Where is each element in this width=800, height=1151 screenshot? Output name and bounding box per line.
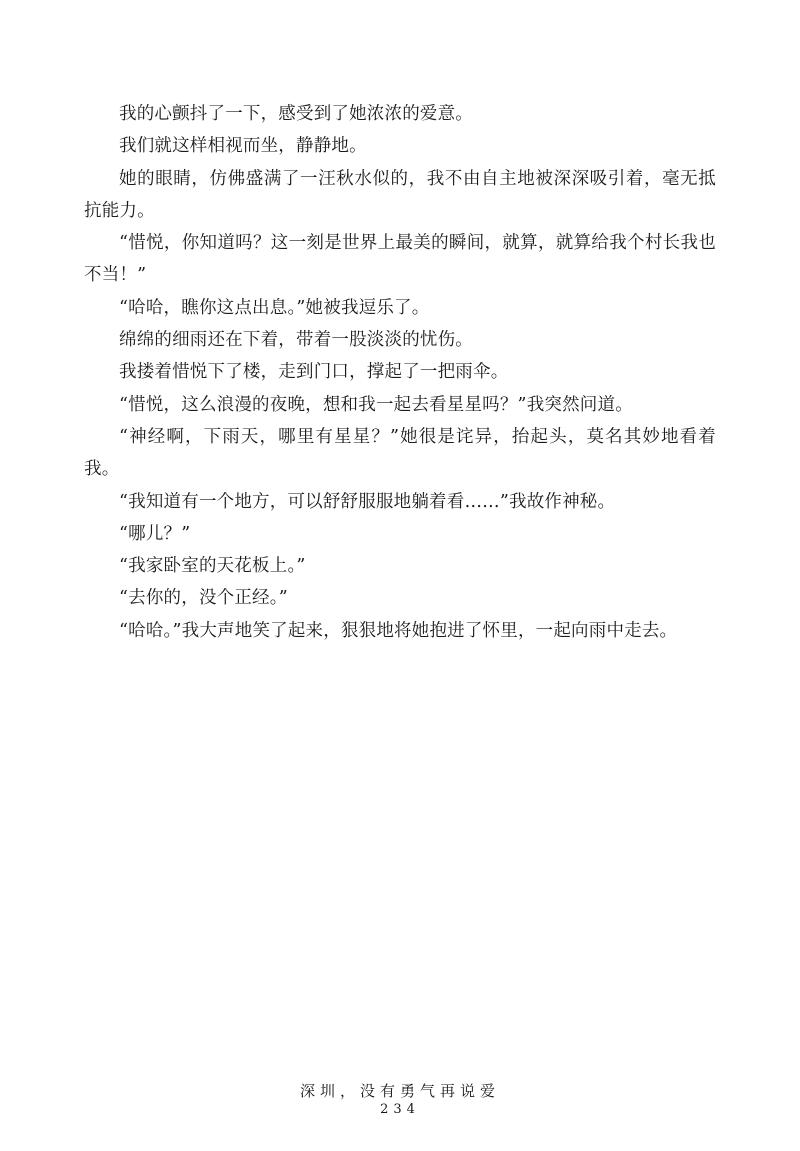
page-number: 234 [380, 1102, 420, 1117]
paragraph: “哈哈。”我大声地笑了起来，狠狠地将她抱进了怀里，一起向雨中走去。 [119, 620, 678, 641]
paragraph: 我搂着惜悦下了楼，走到门口，撑起了一把雨伞。 [119, 362, 509, 383]
paragraph: “我家卧室的天花板上。” [119, 556, 306, 577]
paragraph: “我知道有一个地方，可以舒舒服服地躺着看……”我故作神秘。 [119, 491, 616, 512]
paragraph: “惜悦，这么浪漫的夜晚，想和我一起去看星星吗？”我突然问道。 [119, 394, 633, 415]
paragraph: 绵绵的细雨还在下着，带着一股淡淡的忧伤。 [119, 330, 473, 351]
paragraph: “神经啊，下雨天，哪里有星星？”她很是诧异，抬起头，莫名其妙地看着我。 [84, 426, 716, 480]
paragraph: “哈哈，瞧你这点出息。”她被我逗乐了。 [119, 297, 430, 318]
paragraph: “哪儿？” [119, 523, 191, 544]
paragraph: 她的眼睛，仿佛盛满了一汪秋水似的，我不由自主地被深深吸引着，毫无抵抗能力。 [84, 168, 716, 221]
paragraph: “去你的，没个正经。” [119, 588, 288, 609]
paragraph: 我的心颤抖了一下，感受到了她浓浓的爱意。 [119, 104, 473, 124]
running-footer-title: 深圳，没有勇气再说爱 [299, 1082, 500, 1100]
body-text [84, 98, 716, 647]
paragraph: 我们就这样相视而坐，静静地。 [119, 136, 367, 157]
paragraph: “惜悦，你知道吗？这一刻是世界上最美的瞬间，就算，就算给我个村长我也不当！” [84, 233, 716, 286]
